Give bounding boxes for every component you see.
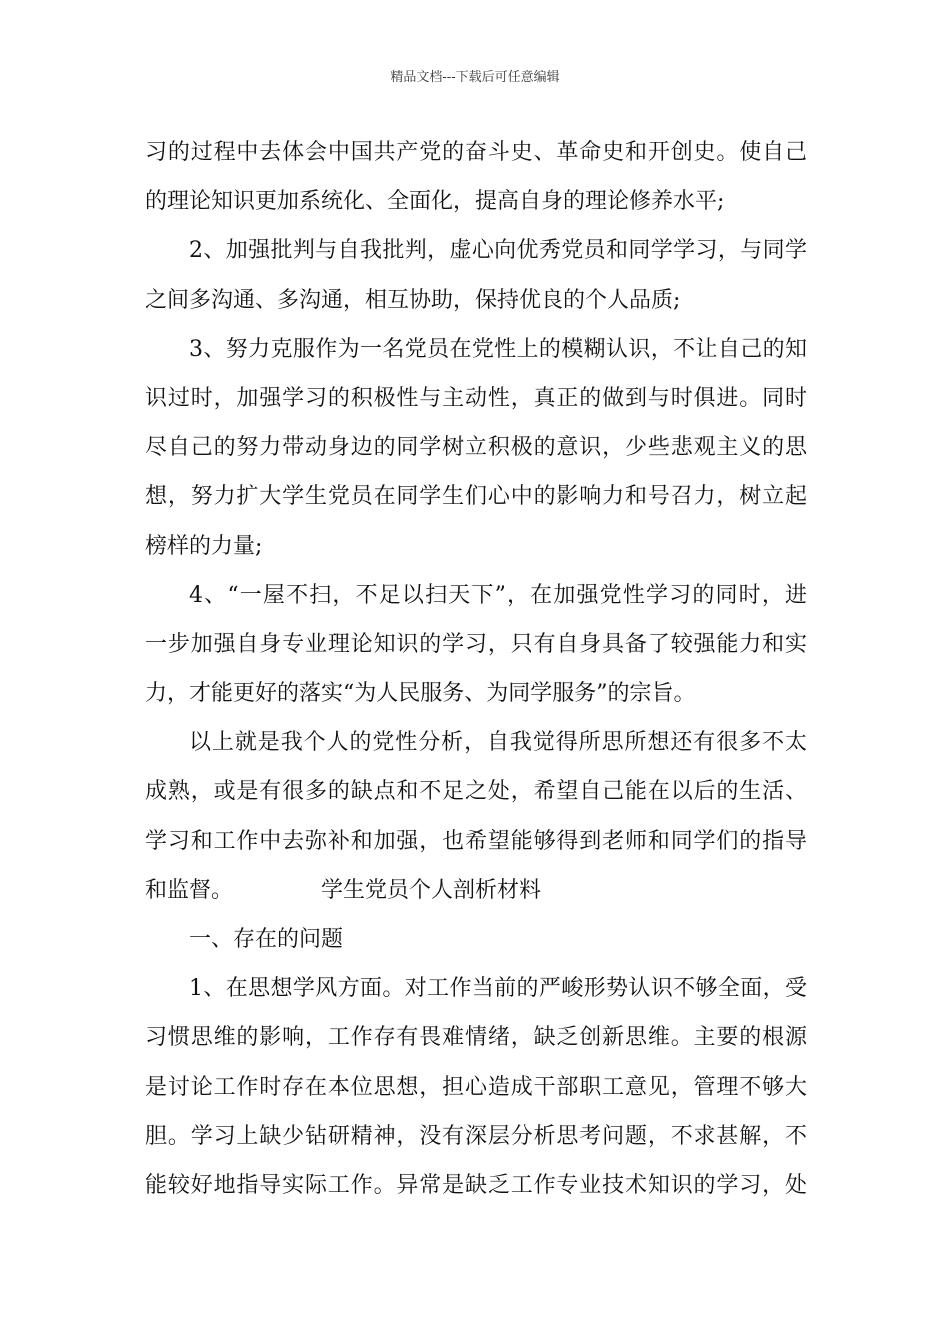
- text-line: 习惯思维的影响，工作存有畏难情绪，缺乏创新思维。主要的根源: [145, 1025, 807, 1051]
- text-line: 1、在思想学风方面。对工作当前的严峻形势认识不够全面，受: [189, 976, 807, 1002]
- text-line: 3、努力克服作为一名党员在党性上的模糊认识，不让自己的知: [189, 336, 807, 362]
- document-body: [145, 128, 807, 1210]
- text-line-with-title: [145, 866, 807, 915]
- text-line: 以上就是我个人的党性分析，自我觉得所思所想还有很多不太: [189, 730, 807, 756]
- text-line: 2、加强批判与自我批判，虚心向优秀党员和同学学习，与同学: [189, 238, 807, 264]
- section-heading: 一、存在的问题: [189, 927, 344, 952]
- text-line: 尽自己的努力带动身边的同学树立积极的意识，少些悲观主义的思: [145, 435, 807, 461]
- text-line: 一步加强自身专业理论知识的学习，只有自身具备了较强能力和实: [145, 631, 807, 657]
- text-line: 学习和工作中去弥补和加强，也希望能够得到老师和同学们的指导: [145, 828, 807, 854]
- text-line: 胆。学习上缺少钻研精神，没有深层分析思考问题，不求甚解，不: [145, 1123, 807, 1149]
- section-title: 学生党员个人剖析材料: [321, 877, 542, 903]
- text-line: 的理论知识更加系统化、全面化，提高自身的理论修养水平;: [145, 189, 725, 215]
- page-header: 精品文档---下载后可任意编辑: [390, 70, 560, 85]
- text-line: 识过时，加强学习的积极性与主动性，真正的做到与时俱进。同时: [145, 385, 807, 411]
- text-fragment: 和监督。: [145, 877, 234, 903]
- text-line: 成熟，或是有很多的缺点和不足之处，希望自己能在以后的生活、: [145, 779, 807, 805]
- text-line: 力，才能更好的落实“为人民服务、为同学服务”的宗旨。: [145, 681, 696, 707]
- text-line: 榜样的力量;: [145, 533, 263, 559]
- text-line: 4、“一屋不扫，不足以扫天下”，在加强党性学习的同时，进: [189, 582, 807, 608]
- text-line: 习的过程中去体会中国共产党的奋斗史、革命史和开创史。使自己: [145, 140, 807, 165]
- text-line: 之间多沟通、多沟通，相互协助，保持优良的个人品质;: [145, 287, 681, 313]
- text-line: 是讨论工作时存在本位思想，担心造成干部职工意见，管理不够大: [145, 1074, 807, 1100]
- text-line: 能较好地指导实际工作。异常是缺乏工作专业技术知识的学习，处: [145, 1172, 807, 1198]
- text-line: 想，努力扩大学生党员在同学生们心中的影响力和号召力，树立起: [145, 484, 807, 510]
